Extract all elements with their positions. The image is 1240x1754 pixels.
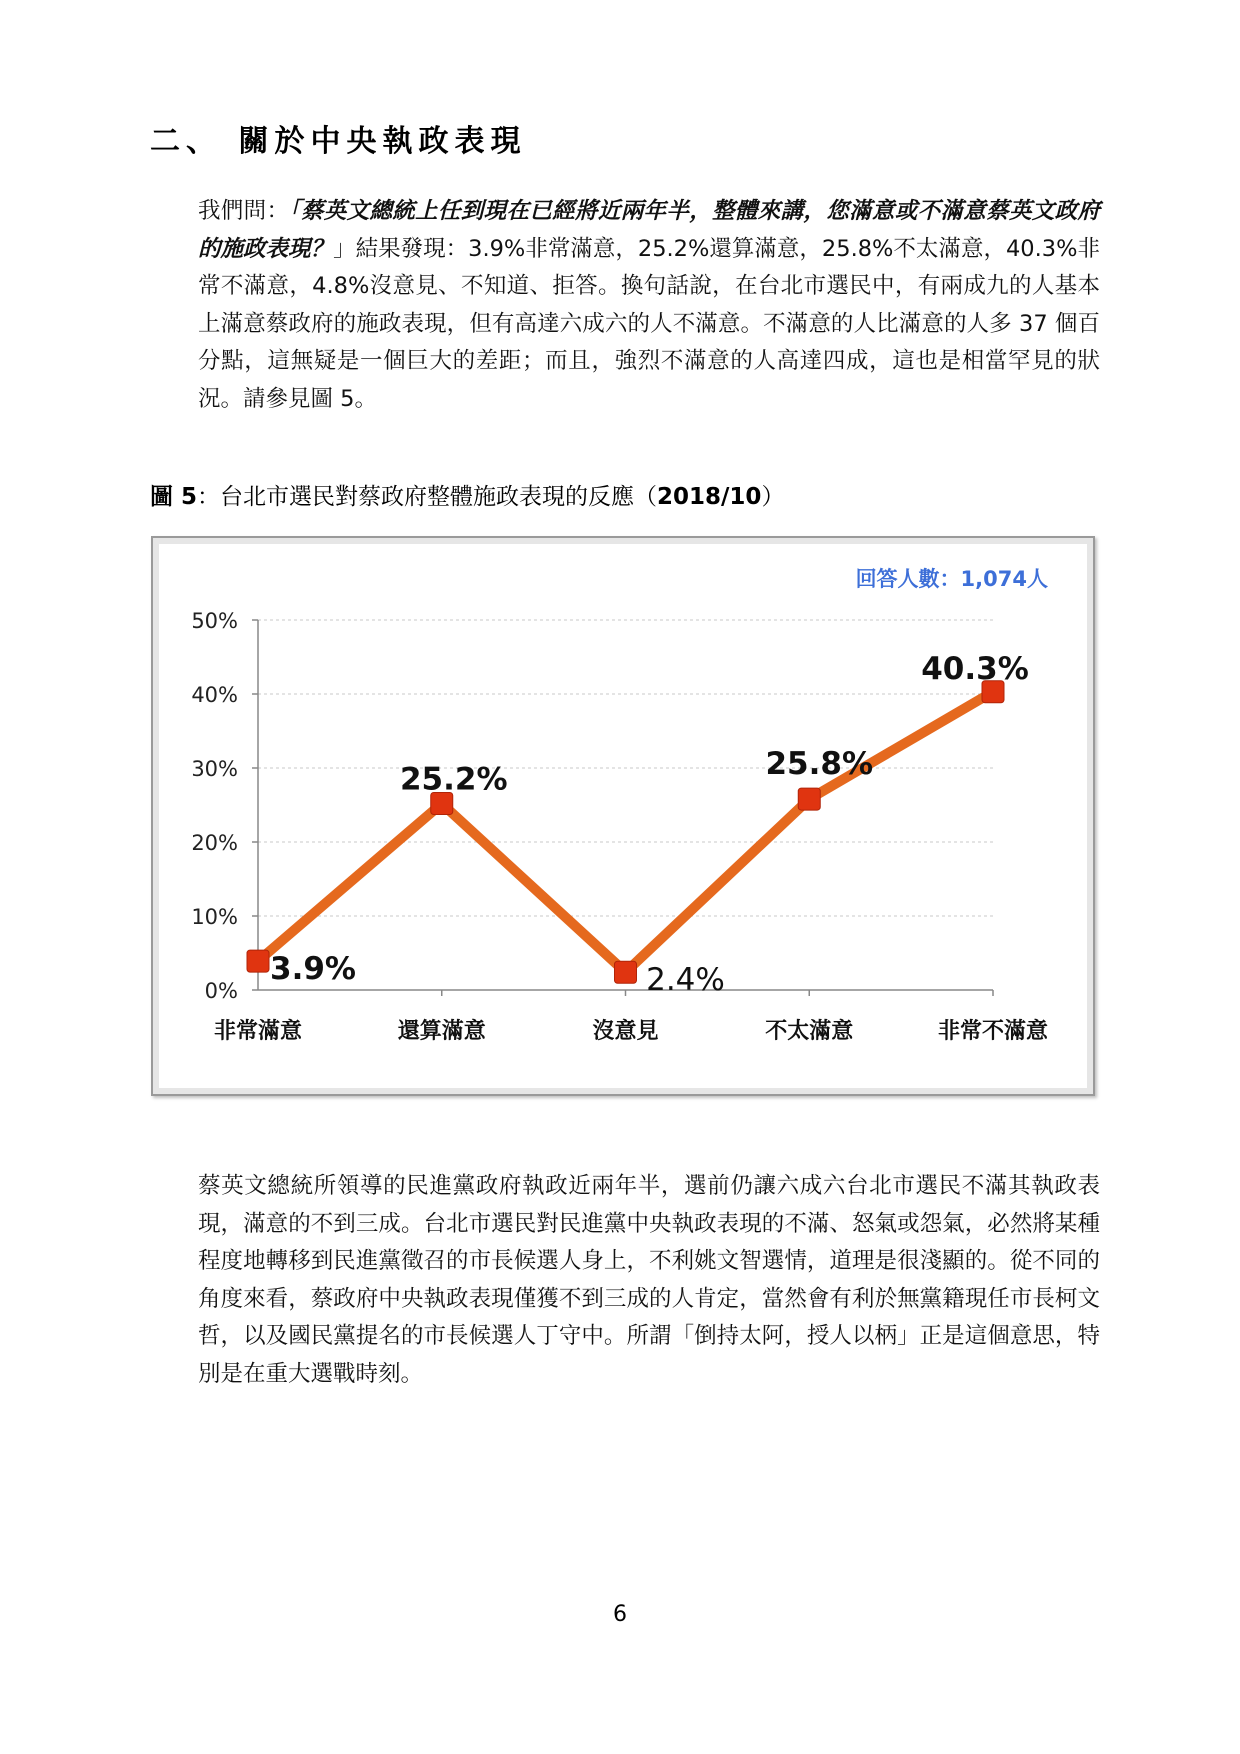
series-line — [258, 692, 993, 972]
y-tick-label: 50% — [191, 609, 238, 633]
figure-caption-text: ：台北市選民對蔡政府整體施政表現的反應（ — [197, 484, 658, 510]
data-label: 3.9% — [270, 951, 356, 988]
data-point — [615, 961, 637, 983]
data-label: 25.2% — [399, 761, 508, 798]
x-tick-label: 沒意見 — [592, 1019, 659, 1044]
y-tick-label: 20% — [191, 831, 238, 855]
analysis-text: 蔡英文總統所領導的民進黨政府執政近兩年半，選前仍讓六成六台北市選民不滿其執政表現，滿意的不到三成。台北市選民對民進黨中央執政表現的不滿、怒氣或怨氣，必然將某種程度地轉移到民進黨徵召的市長候選人身上，不利姚文智選情，道理是很淺顯的。從不同的角度來看，蔡政府中央執政表現僅獲不到三成的人肯定，當然會有利於無黨籍現任市長柯文哲，以及國民黨提名的市長候選人丁守中。所謂「倒持太阿，授人以柄」正是這個意思，特別是在重大選戰時刻。 — [198, 1173, 1100, 1387]
paragraph-analysis — [150, 1168, 1100, 1393]
y-tick-label: 0% — [204, 979, 238, 1003]
survey-question: 「蔡英文總統上任到現在已經將近兩年半，整體來講，您滿意或不滿意蔡英文政府的施政表現？ — [198, 198, 1100, 262]
data-point — [798, 788, 820, 810]
chart-frame — [151, 536, 1095, 1096]
paragraph-survey-result — [150, 193, 1100, 418]
figure-caption-close: ） — [761, 484, 785, 510]
data-label: 2.4% — [646, 962, 725, 999]
figure-caption-date: 2018/10 — [657, 484, 762, 510]
figure-caption-label: 圖 5 — [150, 484, 198, 510]
line-chart — [153, 538, 1097, 1098]
x-tick-label: 非常滿意 — [213, 1019, 303, 1044]
x-tick-label: 不太滿意 — [765, 1019, 854, 1044]
data-label: 25.8% — [765, 746, 874, 783]
respondent-count: 回答人數：1,074人 — [855, 567, 1048, 591]
page-number: 6 — [613, 1602, 627, 1627]
data-point — [247, 950, 269, 972]
y-tick-label: 40% — [191, 683, 238, 707]
x-tick-label: 還算滿意 — [397, 1019, 486, 1044]
figure-caption — [150, 478, 784, 511]
question-lead: 我們問： — [198, 198, 290, 224]
y-tick-label: 30% — [191, 757, 238, 781]
y-tick-label: 10% — [191, 905, 238, 929]
data-label: 40.3% — [921, 650, 1029, 687]
paragraph-body: 」結果發現：3.9%非常滿意，25.2%還算滿意，25.8%不太滿意，40.3%非常不滿意，4.8%沒意見、不知道、拒答。換句話說，在台北市選民中，有兩成九的人基本上滿意蔡政府的施政表現，但有高達六成六的人不滿意。不滿意的人比滿意的人多 37 個百分點，這無疑是一個巨大的差距；而且，強烈不滿意的人高達四成，這也是相當罕見的狀況。請參見圖 5。 — [198, 235, 1100, 412]
x-tick-label: 非常不滿意 — [937, 1019, 1049, 1044]
section-heading: 二、 關於中央執政表現 — [150, 124, 527, 159]
